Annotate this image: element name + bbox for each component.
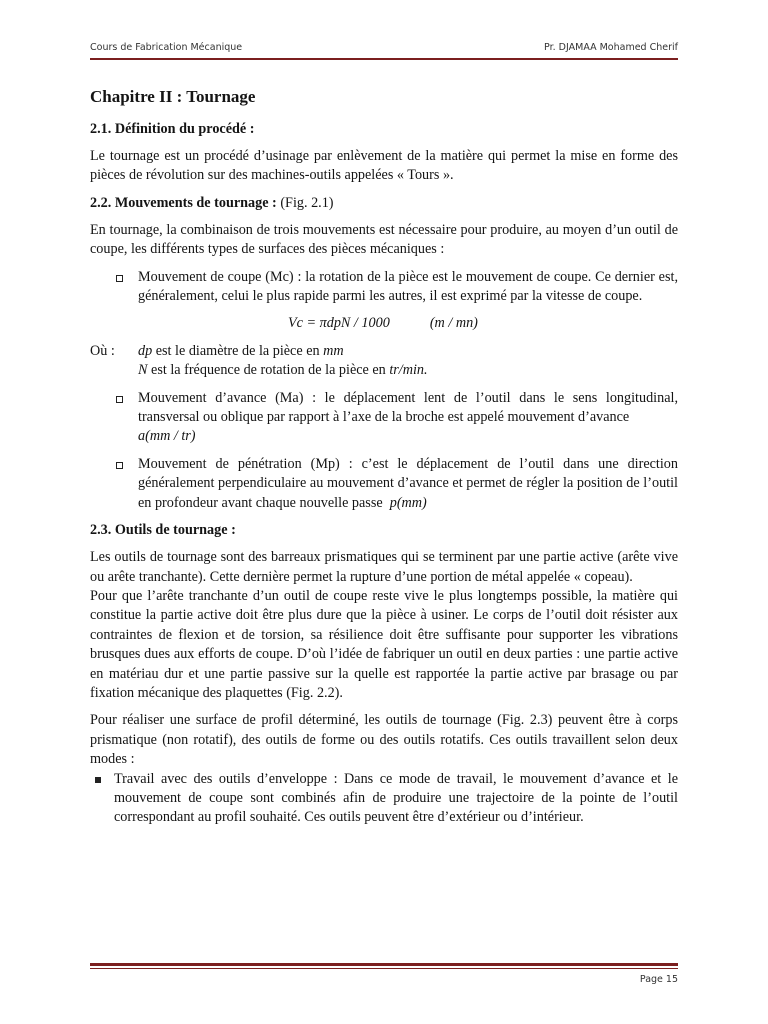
section-2-2-heading [90, 194, 678, 213]
header-rule [90, 58, 678, 60]
envelope-tools-text: Travail avec des outils d’enveloppe : Dans ce mode de travail, le mouvement d’avance et le mouvement de coupe sont combinés afin de produire une trajectoire de la pointe de l’outil correspondant au profil souhaité. Ces outils peuvent être d’extérieur ou d’intérieur. [114, 770, 678, 826]
feed-motion-text: Mouvement d’avance (Ma) : le déplacement lent de l’outil dans le sens longitudinal, transversal ou oblique par rapport à l’axe de la broche est appelé mouvement d’avance [138, 389, 678, 426]
page-number: Page 15 [639, 974, 678, 985]
footer-rule-thick [90, 963, 678, 966]
list-item-penetration-motion [90, 455, 678, 513]
section-2-1-heading: 2.1. Définition du procédé : [90, 121, 255, 137]
cutting-motion-text: Mouvement de coupe (Mc) : la rotation de la pièce est le mouvement de coupe. Ce dernier est, généralement, celui le plus rapide parmi les autres, il est exprimé par la vitesse de coupe. [138, 268, 678, 305]
checkbox-bullet-icon [116, 462, 123, 469]
penetration-motion-text: Mouvement de pénétration (Mp) : c’est le déplacement de l’outil dans une direction généralement perpendiculaire au mouvement d’avance et permet de régler la position de l’outil en profondeur avant chaque nouvelle passe [138, 455, 678, 511]
formula-unit: (m / mn) [429, 315, 478, 332]
where-text-dp: est le diamètre de la pièce en [155, 342, 320, 359]
section-2-3-para-2: Pour que l’arête tranchante d’un outil de coupe reste vive le plus longtemps possible, la matière qui constitue la partie active doit être plus dure que la pièce à usiner. Le corps de l’outil doit résister aux contraintes de flexion et de torsion, sa résilience doit être suffisante pour supporter les vibrations brusques dues aux efforts de coupe. D’où l’idée de fabriquer un outil en deux parties : une partie active en matériau dur et une partie passive sur la quelle est rapportée la partie active par brasage ou par fixation mécanique des plaquettes (Fig. 2.2). [90, 587, 678, 701]
header-course-title: Cours de Fabrication Mécanique [90, 42, 243, 53]
where-symbol-dp: dp [138, 342, 153, 359]
footer-rule-thin [90, 968, 678, 969]
chapter-title: Chapitre II : Tournage [90, 87, 256, 106]
where-symbol-n: N [138, 362, 148, 379]
where-label: Où : [90, 342, 115, 359]
section-2-1-text: Le tournage est un procédé d’usinage par enlèvement de la matière qui permet la mise en forme des pièces de révolution sur des machines-outils appelées « Tours ». [90, 148, 678, 184]
penetration-motion-unit: p(mm) [389, 494, 427, 511]
checkbox-bullet-icon [116, 396, 123, 403]
square-bullet-icon [95, 777, 101, 783]
section-2-3-para-3: Pour réaliser une surface de profil déterminé, les outils de tournage (Fig. 2.3) peuvent être à corps prismatique (non rotatif), des outils de forme ou des outils rotatifs. Ces outils travaillent selon deux modes : [90, 712, 678, 768]
section-2-2-title: 2.2. Mouvements de tournage : [90, 194, 277, 211]
list-item-feed-motion [90, 389, 678, 447]
section-2-3-para-1: Les outils de tournage sont des barreaux prismatiques qui se terminent par une partie active (arête vive ou arête tranchante). Cette dernière permet la rupture d’une portion de métal appelée « copeau). [90, 549, 678, 585]
where-line-1 [90, 342, 678, 361]
list-item-cutting-motion [90, 268, 678, 307]
checkbox-bullet-icon [116, 275, 123, 282]
cutting-speed-formula [90, 314, 678, 333]
where-unit-trmin: tr/min. [389, 362, 428, 379]
list-item-envelope-tools [90, 770, 678, 828]
where-line-2 [90, 361, 678, 380]
where-text-n: est la fréquence de rotation de la pièce en [151, 362, 386, 379]
section-2-2-figure-ref: (Fig. 2.1) [280, 194, 334, 211]
section-2-2-intro: En tournage, la combinaison de trois mouvements est nécessaire pour produire, au moyen d’un outil de coupe, les différents types de surfaces des pièces mécaniques : [90, 221, 678, 258]
section-2-3-heading: 2.3. Outils de tournage : [90, 522, 236, 539]
page-content [90, 86, 678, 836]
where-unit-mm: mm [323, 342, 344, 359]
page-header [90, 42, 678, 56]
formula-expression: Vc = πdpN / 1000 [288, 315, 390, 332]
header-author: Pr. DJAMAA Mohamed Cherif [544, 42, 678, 53]
feed-motion-unit: a(mm / tr) [138, 428, 196, 445]
